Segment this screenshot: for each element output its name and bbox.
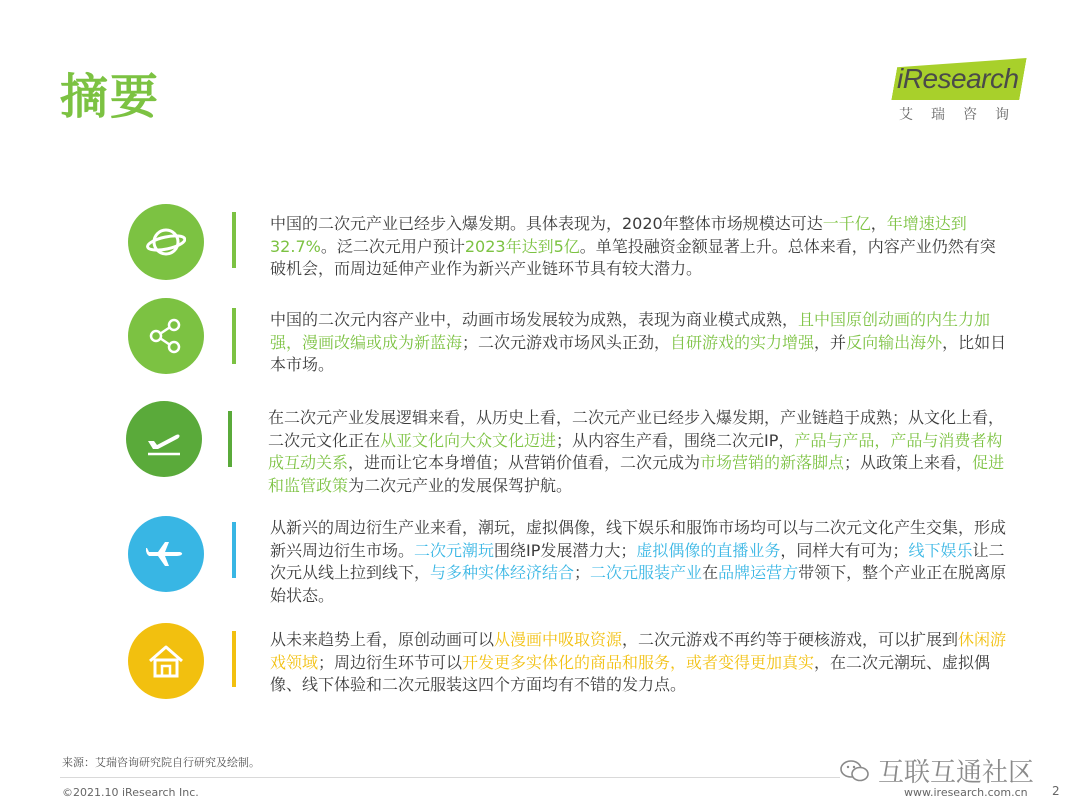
highlight-text: 2023年达到5亿 — [464, 236, 580, 256]
page-number: 2 — [1052, 784, 1060, 798]
house-icon-circle — [128, 623, 204, 699]
highlight-text: 与多种实体经济结合 — [430, 563, 575, 582]
body-text: 中国的二次元内容产业中，动画市场发展较为成熟，表现为商业模式成熟， — [270, 310, 799, 329]
summary-text-3 — [268, 407, 1008, 497]
highlight-text: 二次元服装产业 — [590, 563, 703, 582]
page-title: 摘要 — [60, 69, 161, 125]
airplane-icon — [146, 534, 186, 574]
highlight-text: 休闲游戏领域 — [270, 630, 1007, 672]
body-text: ；二次元游戏市场风头正劲， — [462, 332, 671, 352]
body-text: ；从内容生产看，围绕二次元IP， — [556, 430, 795, 450]
highlight-text: 一千亿 — [822, 214, 871, 233]
summary-text-5 — [270, 629, 1010, 697]
highlight-text: 反向输出海外 — [846, 332, 943, 352]
summary-text-2 — [270, 309, 1010, 377]
share-icon — [146, 316, 186, 356]
summary-text-4 — [270, 517, 1010, 607]
source-note: 来源：艾瑞咨询研究院自行研究及绘制。 — [62, 756, 260, 769]
takeoff-icon-circle — [126, 401, 202, 477]
highlight-text: 产品与产品，产品与消费者构成互动关系 — [268, 430, 1003, 472]
house-icon — [146, 641, 186, 681]
body-text: ， — [870, 214, 887, 233]
share-icon-circle — [128, 298, 204, 374]
body-text: 在二次元产业发展逻辑来看，从历史上看，二次元产业已经步入爆发期，产业链趋于成熟；从文化上看，二次元文化正在 — [268, 408, 1005, 450]
body-text: 带领下，整个产业正在脱离原始状态。 — [270, 563, 1007, 605]
body-text: ，比如日本市场。 — [270, 332, 1007, 374]
highlight-text: 自研游戏的实力增强 — [670, 332, 815, 352]
highlight-text: 从亚文化向大众文化迈进 — [380, 430, 557, 450]
site-url: www.iresearch.com.cn — [904, 786, 1028, 799]
body-text: 中国的二次元产业已经步入爆发期。具体表现为，2020年整体市场规模达可达 — [270, 214, 823, 233]
body-text: 为二次元产业的发展保驾护航。 — [348, 475, 573, 495]
body-text: ； — [574, 563, 591, 582]
accent-bar — [232, 308, 236, 364]
footer-divider — [60, 777, 840, 778]
highlight-text: 二次元潮玩 — [414, 540, 495, 560]
accent-bar — [232, 522, 236, 578]
planet-icon-circle — [128, 204, 204, 280]
body-text: 围绕IP发展潜力大； — [494, 540, 637, 560]
highlight-text: 虚拟偶像的直播业务 — [636, 540, 781, 560]
body-text: ；周边衍生环节可以 — [318, 652, 463, 672]
wechat-icon — [840, 759, 870, 783]
body-text: ，同样大有可为； — [780, 540, 909, 560]
highlight-text: 从漫画中吸取资源 — [494, 630, 623, 649]
takeoff-icon — [144, 419, 184, 459]
body-text: ，二次元游戏不再约等于硬核游戏，可以扩展到 — [622, 630, 959, 649]
accent-bar — [232, 212, 236, 268]
body-text: 从未来趋势上看，原创动画可以 — [270, 630, 495, 649]
body-text: 在 — [702, 563, 719, 582]
planet-icon — [146, 222, 186, 262]
body-text: 让二次元从线上拉到线下， — [270, 540, 1005, 582]
body-text: 从新兴的周边衍生产业来看，潮玩，虚拟偶像，线下娱乐和服饰市场均可以与二次元文化产生交集，形成新兴周边衍生市场。 — [270, 518, 1007, 560]
summary-text-1 — [270, 213, 1010, 281]
highlight-text: 线下娱乐 — [908, 540, 973, 560]
iresearch-logo — [893, 58, 1043, 128]
copyright: ©2021.10 iResearch Inc. — [62, 786, 199, 799]
body-text: 。泛二次元用户预计 — [320, 236, 465, 256]
highlight-text: 开发更多实体化的商品和服务，或者变得更加真实 — [462, 652, 815, 672]
accent-bar — [232, 631, 236, 687]
highlight-text: 市场营销的新落脚点 — [700, 453, 845, 472]
airplane-icon-circle — [128, 516, 204, 592]
body-text: 。单笔投融资金额显著上升。总体来看，内容产业仍然有突破机会，而周边延伸产业作为新兴产业链环节具有较大潜力。 — [270, 236, 996, 278]
watermark-text: 互联互通社区 — [878, 758, 1035, 788]
logo-subtitle: 艾瑞咨询 — [899, 107, 1027, 123]
watermark — [840, 752, 1034, 789]
highlight-text: 且中国原创动画的内生力加强，漫画改编或成为新蓝海 — [270, 310, 991, 352]
body-text: ；从政策上来看， — [844, 453, 973, 472]
highlight-text: 促进和监管政策 — [268, 453, 1005, 495]
highlight-text: 品牌运营方 — [718, 563, 799, 582]
logo-wordmark: iResearch — [897, 63, 1019, 94]
body-text: ，并 — [814, 332, 847, 352]
accent-bar — [228, 411, 232, 467]
body-text: ，进而让它本身增值；从营销价值看，二次元成为 — [348, 453, 701, 472]
highlight-text: 年增速达到32.7% — [270, 214, 967, 256]
body-text: ，在二次元潮玩、虚拟偶像、线下体验和二次元服装这四个方面均有不错的发力点。 — [270, 652, 991, 694]
